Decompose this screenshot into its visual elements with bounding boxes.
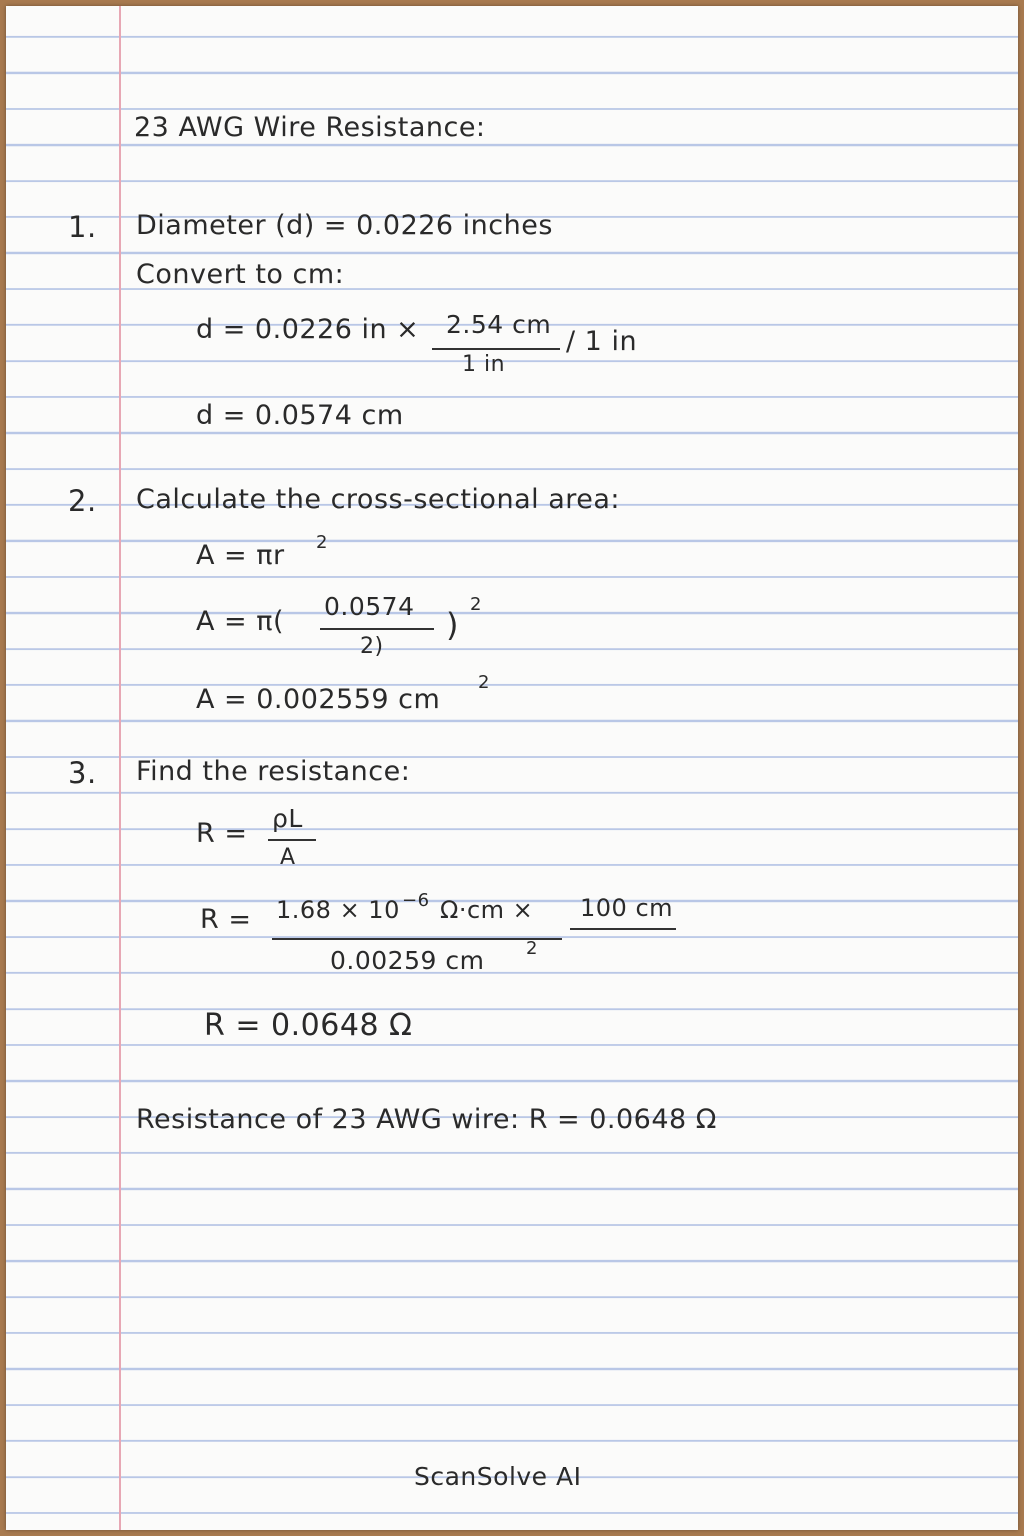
step-3-number: 3. [68, 756, 97, 790]
step-2-eq2-fraction-bar [320, 628, 434, 630]
step-1-eq1-rest: / 1 in [566, 326, 638, 357]
step-2-eq2-lhs: A = π( [196, 606, 285, 637]
step-1-eq1-lhs: d = 0.0226 in × [196, 314, 420, 345]
step-1-number: 1. [68, 210, 97, 244]
margin-line [119, 6, 121, 1530]
step-3-eq2-numerator-b: Ω·cm × [440, 896, 534, 924]
step-2-eq1: A = πr [196, 540, 285, 571]
step-3-eq2-numerator-exponent: −6 [402, 890, 430, 911]
step-3-eq1-numerator: ρL [272, 804, 303, 833]
step-3-eq2-lhs: R = [200, 904, 252, 935]
step-3-eq2-fraction-bar [272, 938, 562, 940]
step-1-eq2: d = 0.0574 cm [196, 400, 404, 431]
step-3-eq1-fraction-bar [268, 839, 316, 841]
page-title: 23 AWG Wire Resistance: [134, 112, 486, 143]
step-2-eq2-denominator: 2) [360, 634, 384, 659]
step-3-eq2-numerator-a: 1.68 × 10 [276, 896, 400, 924]
step-2-eq2-exponent: 2 [470, 594, 482, 615]
step-1-eq1-fraction-bar [432, 348, 560, 350]
step-3-eq2-underline [570, 928, 676, 930]
step-1-diameter: Diameter (d) = 0.0226 inches [136, 210, 553, 241]
step-3-eq1-denominator: A [280, 845, 296, 870]
step-3-eq3: R = 0.0648 Ω [204, 1008, 413, 1043]
step-2-number: 2. [68, 484, 97, 518]
step-2-eq3-exponent: 2 [478, 672, 490, 693]
conclusion: Resistance of 23 AWG wire: R = 0.0648 Ω [136, 1104, 717, 1135]
step-1-eq1-denominator: 1 in [462, 352, 506, 377]
step-2-eq3: A = 0.002559 cm [196, 684, 441, 715]
step-1-convert: Convert to cm: [136, 259, 345, 290]
step-1-eq1-numerator: 2.54 cm [446, 310, 552, 339]
step-2-eq2-close-paren: ) [446, 606, 459, 644]
step-3-eq2-denominator: 0.00259 cm [330, 946, 485, 975]
step-2-heading: Calculate the cross-sectional area: [136, 484, 621, 515]
footer-brand: ScanSolve AI [414, 1462, 582, 1491]
step-3-eq2-numerator-c: 100 cm [580, 894, 674, 922]
step-3-eq1-lhs: R = [196, 818, 248, 849]
step-3-eq2-denominator-exponent: 2 [526, 938, 538, 959]
step-2-eq1-exponent: 2 [316, 532, 328, 553]
step-3-heading: Find the resistance: [136, 756, 411, 787]
step-2-eq2-numerator: 0.0574 [324, 592, 415, 621]
